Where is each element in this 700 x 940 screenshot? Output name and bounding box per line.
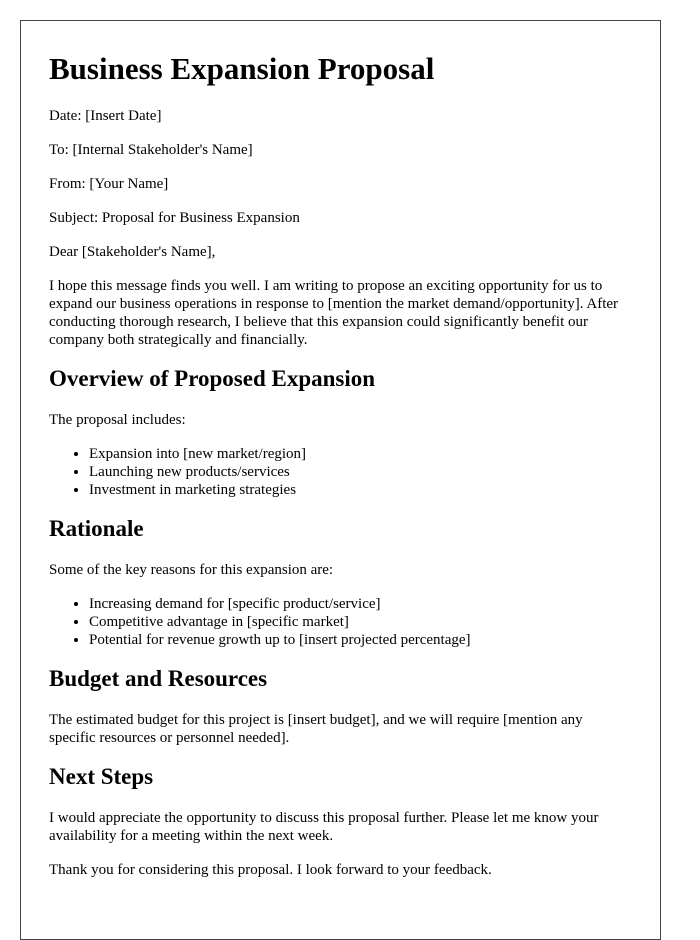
salutation: Dear [Stakeholder's Name], xyxy=(49,244,216,260)
letter-page xyxy=(20,20,661,940)
rationale-heading: Rationale xyxy=(49,516,144,541)
rationale-list xyxy=(49,595,632,649)
subject-line: Subject: Proposal for Business Expansion xyxy=(49,210,300,226)
overview-heading: Overview of Proposed Expansion xyxy=(49,366,376,391)
budget-heading: Budget and Resources xyxy=(49,666,268,691)
budget-paragraph: The estimated budget for this project is [insert budget], and we will require [mention any specific resources or personnel needed]. xyxy=(49,712,583,746)
next-steps-paragraph: I would appreciate the opportunity to discuss this proposal further. Please let me know your availability for a meeting within the next week. xyxy=(49,810,599,844)
overview-lead: The proposal includes: xyxy=(49,412,186,428)
list-item: • Increasing demand for [specific product/service] xyxy=(89,595,632,613)
list-item: • Expansion into [new market/region] xyxy=(89,445,632,463)
list-item: • Launching new products/services xyxy=(89,463,632,481)
closing-paragraph: Thank you for considering this proposal. I look forward to your feedback. xyxy=(49,862,492,878)
list-item: • Competitive advantage in [specific market] xyxy=(89,613,632,631)
rationale-lead: Some of the key reasons for this expansion are: xyxy=(49,562,334,578)
to-line: To: [Internal Stakeholder's Name] xyxy=(49,142,253,158)
list-item: • Investment in marketing strategies xyxy=(89,481,632,499)
date-line: Date: [Insert Date] xyxy=(49,108,162,124)
intro-paragraph: I hope this message finds you well. I am writing to propose an exciting opportunity for us to expand our business operations in response to [mention the market demand/opportunity]. After conducting thorough research, I believe that this expansion could significantly benefit our company both strategically and financially. xyxy=(49,278,619,348)
list-item: • Potential for revenue growth up to [insert projected percentage] xyxy=(89,631,632,649)
next-steps-heading: Next Steps xyxy=(49,764,154,789)
page-title: Business Expansion Proposal xyxy=(49,51,435,86)
from-line: From: [Your Name] xyxy=(49,176,169,192)
overview-list xyxy=(49,445,632,499)
